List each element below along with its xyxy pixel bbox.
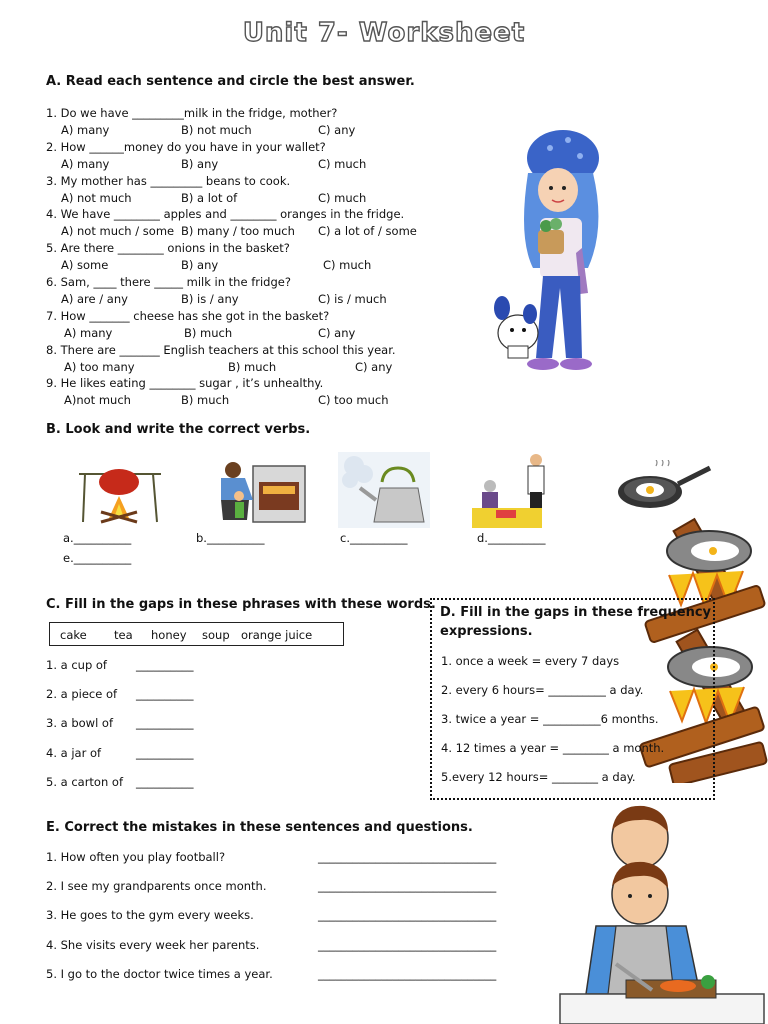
answer-option-b[interactable]: B) a lot of [181,190,238,205]
word-bank-box [49,622,344,646]
correction-blank[interactable]: _______________________________ [318,966,497,981]
phrase-blank[interactable]: __________ [136,774,194,789]
blank-e[interactable]: e.__________ [63,551,132,565]
boiling-kettle-image [338,452,430,528]
restaurant-waiter-image [472,452,554,530]
question-text: 6. Sam, ____ there _____ milk in the fridge? [46,275,291,289]
answer-option-b[interactable]: B) much [181,393,230,408]
question-text: 2. How ______money do you have in your wallet? [46,139,326,154]
phrase-blank[interactable]: __________ [136,687,194,702]
answer-option-c[interactable]: C) much [318,156,367,171]
chef-cutting-vegetables-illustration [556,804,768,1024]
section-d-heading: D. Fill in the gaps in these frequency [440,605,712,620]
answer-option-b[interactable]: B) not much [181,123,252,137]
blank-c[interactable]: c.__________ [340,531,408,545]
section-c-heading: C. Fill in the gaps in these phrases with these words. [46,597,436,612]
answer-option-a[interactable]: A) not much / some [61,224,175,239]
girl-with-dog-illustration [488,118,618,380]
word-bank-item: soup [202,628,230,642]
answer-option-a[interactable]: A) not much [61,190,132,205]
answer-option-b[interactable]: B) much [184,325,233,340]
answer-option-c[interactable]: C) much [318,190,367,205]
correction-sentence: 3. He goes to the gym every weeks. [46,908,254,923]
answer-option-a[interactable]: A) many [64,325,113,340]
word-bank-item: honey [151,628,187,642]
answer-option-c[interactable]: C) any [318,325,356,340]
correction-sentence: 5. I go to the doctor twice times a year. [46,966,273,981]
phrase-label: 5. a carton of [46,774,124,789]
word-bank-item: tea [114,628,133,642]
frequency-item[interactable]: 5.every 12 hours= ________ a day. [441,770,636,784]
roast-on-spit-image [75,460,165,524]
phrase-label: 4. a jar of [46,745,102,760]
phrase-label: 3. a bowl of [46,716,114,731]
phrase-label: 2. a piece of [46,687,118,702]
question-text: 4. We have ________ apples and ________ oranges in the fridge. [46,207,405,222]
correction-blank[interactable]: _______________________________ [318,879,497,894]
question-text: 1. Do we have _________milk in the fridge, mother? [46,106,338,120]
correction-sentence: 1. How often you play football? [46,850,226,864]
worksheet-title: Unit 7- Worksheet [242,18,526,48]
answer-option-c[interactable]: C) too much [318,393,389,408]
correction-sentence: 4. She visits every week her parents. [46,937,260,952]
word-bank-item: orange juice [241,628,313,642]
blank-b[interactable]: b.__________ [196,531,265,545]
answer-option-c[interactable]: C) any [318,123,356,137]
section-a-heading: A. Read each sentence and circle the best answer. [46,74,415,89]
phrase-blank[interactable]: __________ [136,658,194,672]
answer-option-a[interactable]: A) some [61,258,109,273]
answer-option-b[interactable]: B) much [228,359,277,374]
frequency-item[interactable]: 3. twice a year = __________6 months. [441,712,659,726]
answer-option-c[interactable]: C) is / much [318,292,387,306]
answer-option-a[interactable]: A) too many [64,359,135,374]
woman-baking-oven-image [207,460,307,528]
phrase-blank[interactable]: __________ [136,745,194,760]
question-text: 9. He likes eating ________ sugar , it’s unhealthy. [46,376,324,391]
answer-option-b[interactable]: B) any [181,258,219,273]
frying-egg-pan-image [616,460,712,520]
question-text: 5. Are there ________ onions in the basket? [46,241,290,256]
answer-option-a[interactable]: A) many [61,156,110,171]
phrase-label: 1. a cup of [46,658,107,672]
answer-option-c[interactable]: C) a lot of / some [318,224,417,239]
answer-option-c[interactable]: C) much [323,258,372,273]
section-e-heading: E. Correct the mistakes in these sentences and questions. [46,820,473,835]
correction-blank[interactable]: _______________________________ [318,850,497,864]
correction-blank[interactable]: _______________________________ [318,908,497,923]
answer-option-b[interactable]: B) any [181,156,219,171]
phrase-blank[interactable]: __________ [136,716,194,731]
question-text: 7. How _______ cheese has she got in the basket? [46,308,330,323]
answer-option-b[interactable]: B) many / too much [181,224,295,239]
frequency-item[interactable]: 4. 12 times a year = ________ a month. [441,741,665,755]
answer-option-a[interactable]: A)not much [64,393,131,408]
correction-sentence: 2. I see my grandparents once month. [46,879,267,894]
section-d-heading-line2: expressions. [440,624,533,639]
frequency-item[interactable]: 1. once a week = every 7 days [441,654,620,668]
blank-a[interactable]: a.__________ [63,531,132,545]
answer-option-a[interactable]: A) are / any [61,292,128,306]
question-text: 8. There are _______ English teachers at this school this year. [46,342,396,357]
answer-option-b[interactable]: B) is / any [181,292,239,306]
word-bank-item: cake [60,628,87,642]
blank-d[interactable]: d.__________ [477,531,546,545]
answer-option-c[interactable]: C) any [355,359,393,374]
section-b-heading: B. Look and write the correct verbs. [46,422,311,437]
frequency-item[interactable]: 2. every 6 hours= __________ a day. [441,683,644,697]
correction-blank[interactable]: _______________________________ [318,937,497,952]
question-text: 3. My mother has _________ beans to cook. [46,173,291,188]
answer-option-a[interactable]: A) many [61,123,110,137]
